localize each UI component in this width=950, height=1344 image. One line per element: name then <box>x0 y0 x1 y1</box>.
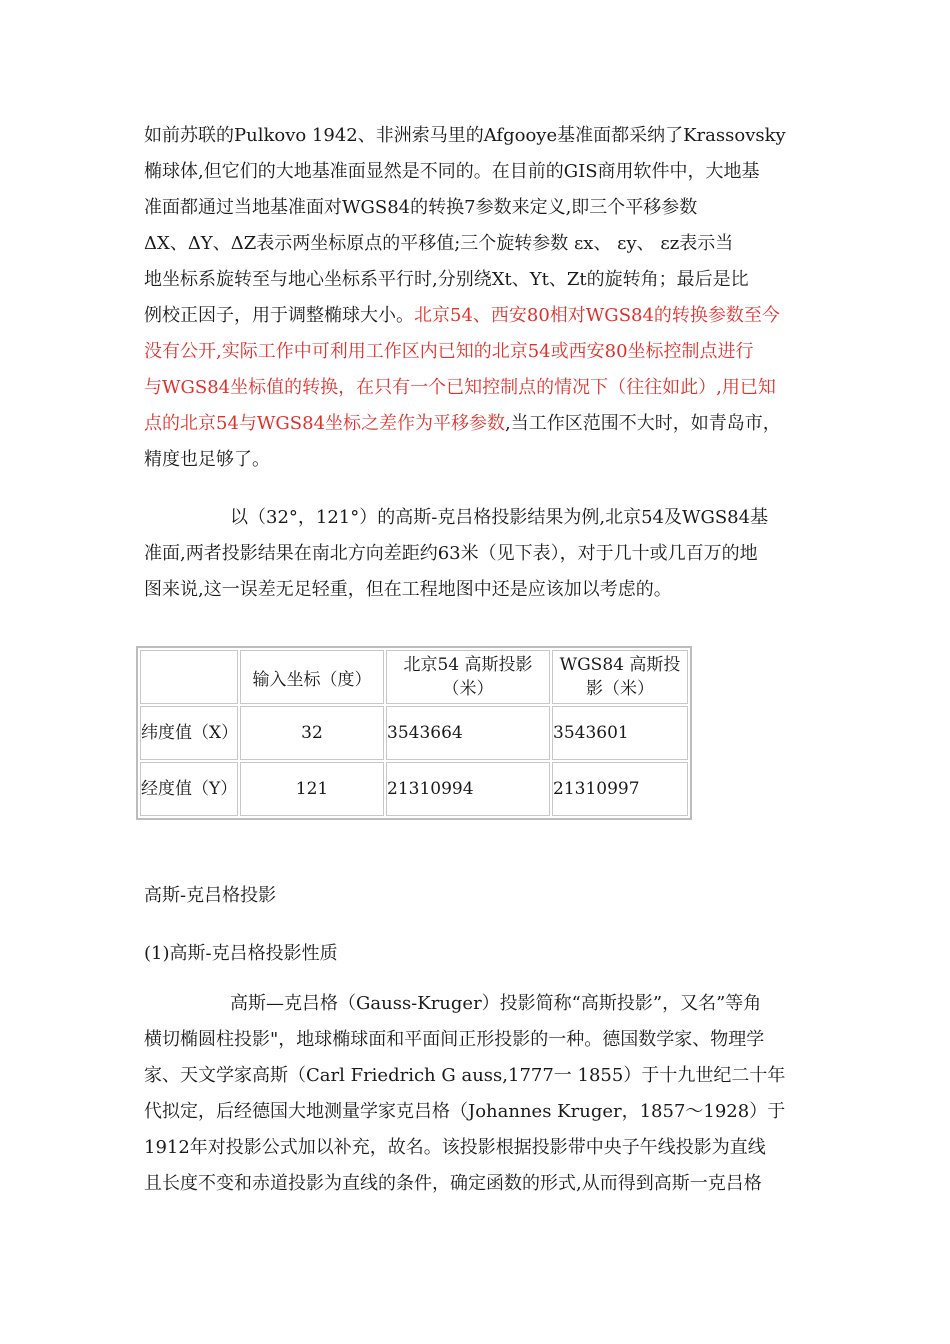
text-line: ΔX、ΔY、ΔZ表示两坐标原点的平移值;三个旋转参数 εx、 εy、 εz表示当 <box>144 233 734 254</box>
text-line: 如前苏联的Pulkovo 1942、非洲索马里的Afgooye基准面都采纳了Krassovsky <box>144 125 786 146</box>
row-label: 经度值（Y） <box>140 762 238 816</box>
table-cell: 21310997 <box>552 762 688 816</box>
table-cell: 121 <box>240 762 384 816</box>
table-row <box>140 762 688 816</box>
table-header-cell <box>140 650 238 704</box>
text-line: 高斯—克吕格（Gauss-Kruger）投影简称“高斯投影”，又名”等角 <box>230 993 762 1014</box>
section-title: 高斯-克吕格投影 <box>144 885 277 906</box>
text-line: 准面,两者投影结果在南北方向差距约63米（见下表），对于几十或几百万的地 <box>144 543 758 564</box>
paragraph-projection-example <box>144 500 812 608</box>
table-header-row <box>140 650 688 704</box>
text-span: 例校正因子，用于调整椭球大小。 <box>144 305 414 326</box>
table-cell: 21310994 <box>386 762 550 816</box>
text-span: ,当工作区范围不大时，如青岛市， <box>505 413 781 434</box>
paragraph-gauss-kruger <box>144 986 812 1202</box>
paragraph-datum <box>144 118 812 608</box>
table-header-cell: 北京54 高斯投影（米） <box>386 650 550 704</box>
table-cell: 3543664 <box>386 706 550 760</box>
table-cell: 32 <box>240 706 384 760</box>
highlight-text: 北京54、西安80相对WGS84的转换参数至今 <box>414 305 780 326</box>
table-cell: 3543601 <box>552 706 688 760</box>
highlight-text: 点的北京54与WGS84坐标之差作为平移参数 <box>144 413 506 434</box>
text-line: 家、天文学家高斯（Carl Friedrich G auss,1777一 1855）于十九世纪二十年 <box>144 1065 786 1086</box>
text-line <box>144 298 812 334</box>
highlight-line: 与WGS84坐标值的转换，在只有一个已知控制点的情况下（往往如此）,用已知 <box>144 377 776 398</box>
table-row <box>140 706 688 760</box>
highlight-line: 没有公开,实际工作中可利用工作区内已知的北京54或西安80坐标控制点进行 <box>144 341 754 362</box>
text-line: 以（32°，121°）的高斯-克吕格投影结果为例,北京54及WGS84基 <box>230 507 769 528</box>
table-header-cell: WGS84 高斯投影（米） <box>552 650 688 704</box>
text-line <box>144 406 812 442</box>
subsection-title: (1)高斯-克吕格投影性质 <box>144 943 338 964</box>
text-line: 且长度不变和赤道投影为直线的条件，确定函数的形式,从而得到高斯一克吕格 <box>144 1173 762 1194</box>
text-line: 1912年对投影公式加以补充，故名。该投影根据投影带中央子午线投影为直线 <box>144 1137 766 1158</box>
table-header-cell: 输入坐标（度） <box>240 650 384 704</box>
projection-comparison-table <box>136 646 692 820</box>
text-line: 精度也足够了。 <box>144 449 270 470</box>
text-line: 准面都通过当地基准面对WGS84的转换7参数来定义,即三个平移参数 <box>144 197 698 218</box>
text-line: 横切椭圆柱投影"，地球椭球面和平面间正形投影的一种。德国数学家、物理学 <box>144 1029 765 1050</box>
text-line: 地坐标系旋转至与地心坐标系平行时,分别绕Xt、Yt、Zt的旋转角；最后是比 <box>144 269 749 290</box>
text-line: 图来说,这一误差无足轻重，但在工程地图中还是应该加以考虑的。 <box>144 579 672 600</box>
row-label: 纬度值（X） <box>140 706 238 760</box>
text-line: 椭球体,但它们的大地基准面显然是不同的。在目前的GIS商用软件中，大地基 <box>144 161 760 182</box>
text-line: 代拟定，后经德国大地测量学家克吕格（Johannes Kruger，1857～1928）于 <box>144 1101 786 1122</box>
